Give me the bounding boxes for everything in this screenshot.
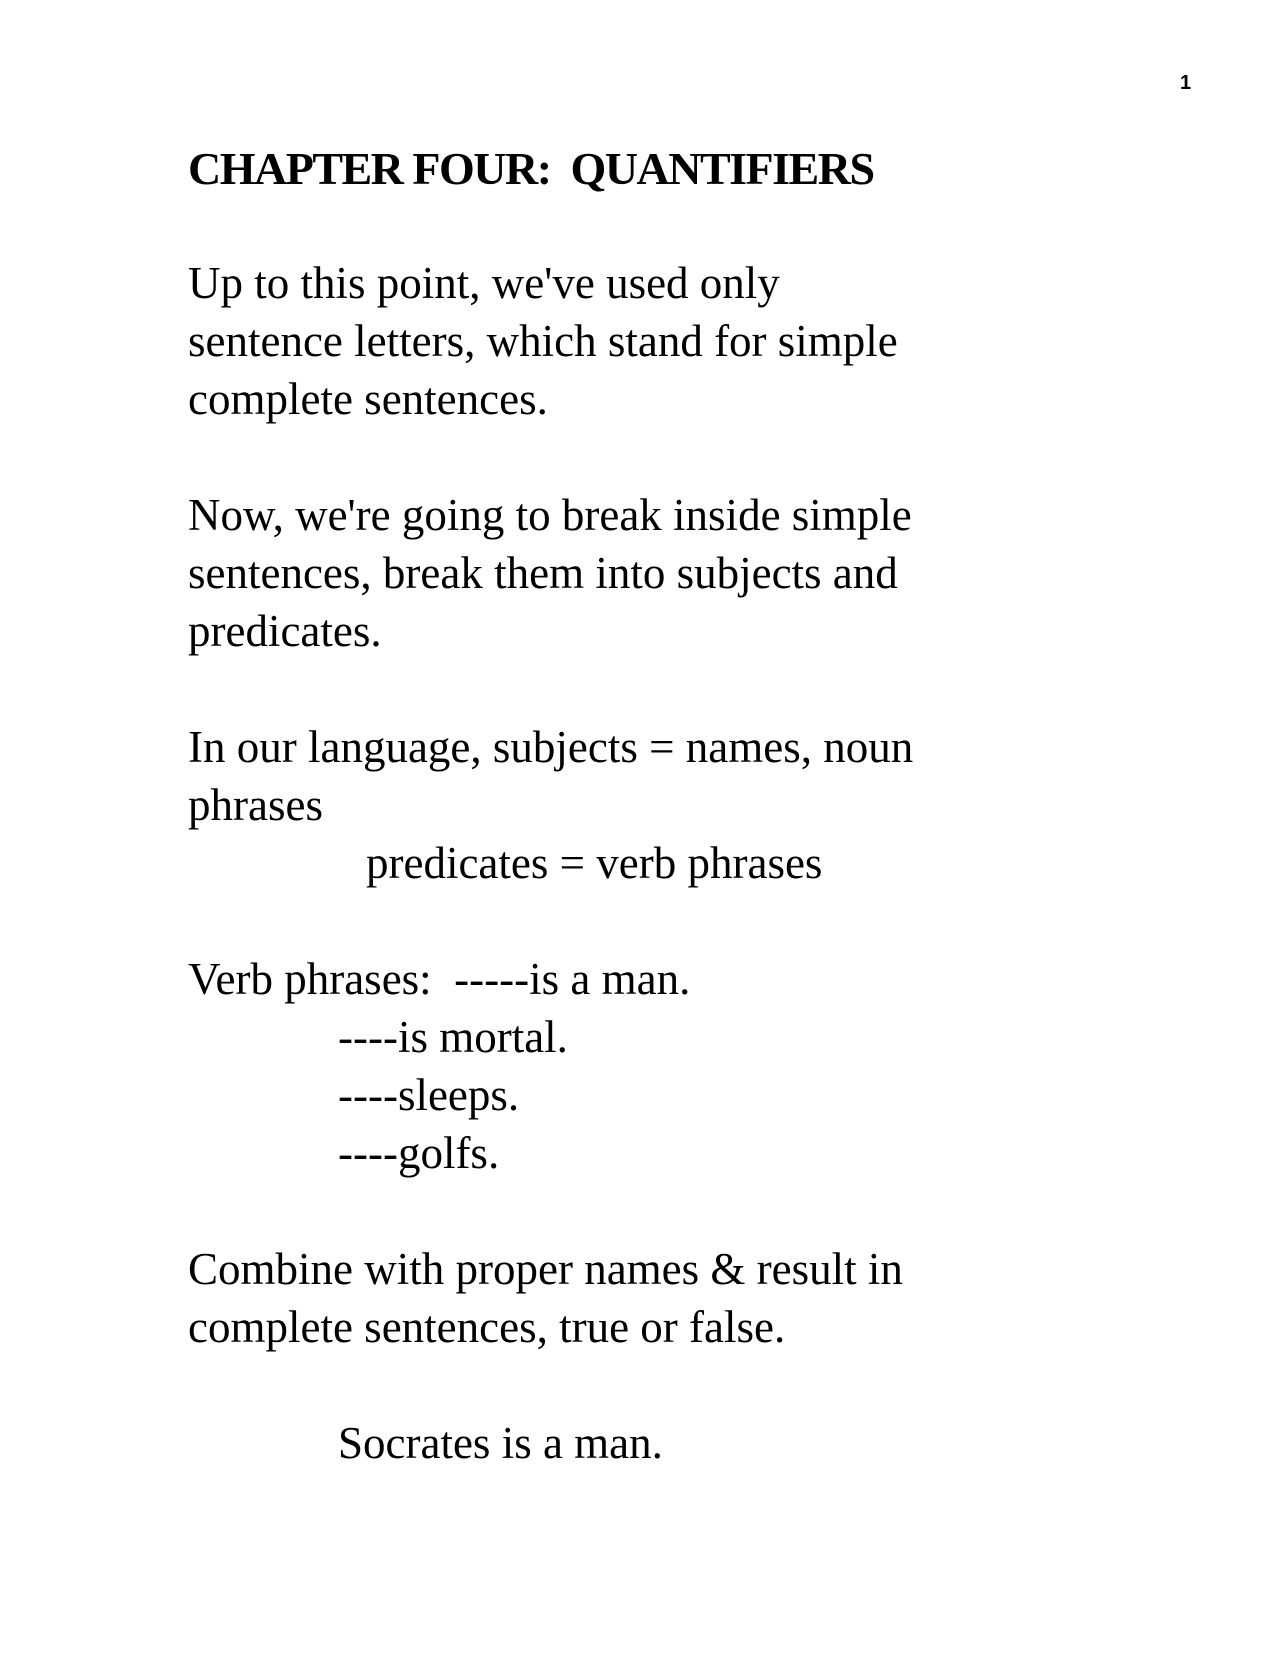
text-line: Combine with proper names & result in bbox=[188, 1244, 903, 1294]
text-line: sentences, break them into subjects and bbox=[188, 548, 898, 598]
paragraph-language bbox=[188, 718, 1088, 892]
page-number: 1 bbox=[1180, 72, 1192, 94]
verb-phrase-item: ----golfs. bbox=[338, 1128, 500, 1178]
verb-phrases-intro: Verb phrases: -----is a man. bbox=[188, 954, 691, 1004]
text-line: complete sentences, true or false. bbox=[188, 1302, 786, 1352]
verb-phrase-item: ----sleeps. bbox=[338, 1070, 520, 1120]
text-line: complete sentences. bbox=[188, 374, 548, 424]
text-line: predicates. bbox=[188, 606, 382, 656]
chapter-title: CHAPTER FOUR: QUANTIFIERS bbox=[188, 143, 874, 194]
paragraph-example bbox=[188, 1414, 1088, 1472]
text-line: sentence letters, which stand for simple bbox=[188, 316, 898, 366]
text-line: Now, we're going to break inside simple bbox=[188, 490, 912, 540]
paragraph-now bbox=[188, 486, 1088, 660]
text-line: In our language, subjects = names, noun bbox=[188, 722, 914, 772]
predicates-line: predicates = verb phrases bbox=[366, 838, 823, 888]
paragraph-verb-phrases bbox=[188, 950, 1088, 1182]
paragraph-intro bbox=[188, 254, 1088, 428]
paragraph-combine bbox=[188, 1240, 1088, 1356]
text-line: phrases bbox=[188, 780, 323, 830]
example-sentence: Socrates is a man. bbox=[338, 1418, 663, 1468]
document-body bbox=[188, 140, 1088, 1472]
verb-phrase-item: ----is mortal. bbox=[338, 1012, 568, 1062]
text-line: Up to this point, we've used only bbox=[188, 258, 780, 308]
